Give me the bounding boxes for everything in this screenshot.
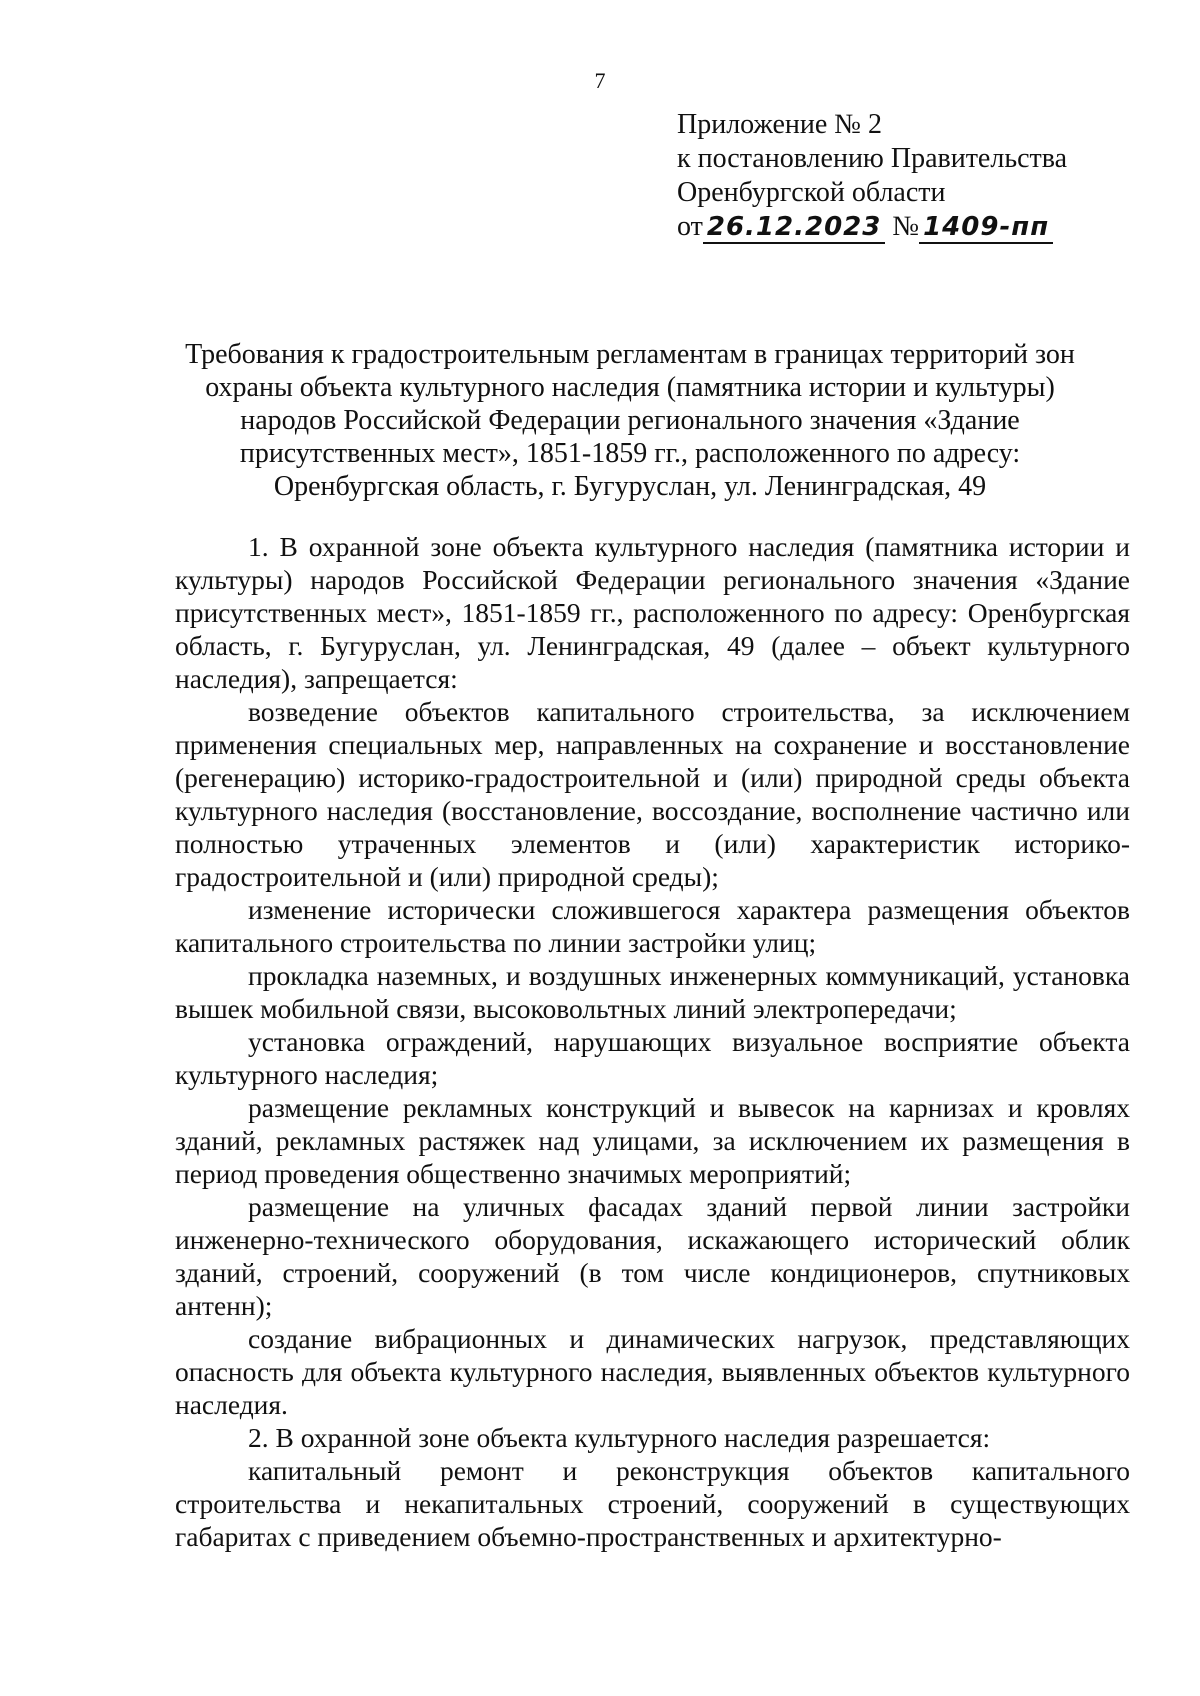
heading-line: Требования к градостроительным регламентам в границах территорий зон xyxy=(185,339,1075,370)
paragraph: размещение на уличных фасадах зданий первой линии застройки инженерно-технического оборудования, искажающего исторический облик зданий, строений, сооружений (в том числе кондиционеров, спутниковых антенн); xyxy=(175,1191,1130,1321)
appendix-region: Оренбургской области xyxy=(677,177,946,208)
document-body xyxy=(175,530,1130,1553)
paragraph: 2. В охранной зоне объекта культурного наследия разрешается: xyxy=(248,1422,991,1453)
paragraph: установка ограждений, нарушающих визуальное восприятие объекта культурного наследия; xyxy=(175,1026,1130,1090)
document-heading xyxy=(150,338,1110,503)
heading-line: Оренбургская область, г. Бугуруслан, ул. Ленинградская, 49 xyxy=(273,471,987,502)
date-prefix: от xyxy=(677,211,703,242)
paragraph: изменение исторически сложившегося характера размещения объектов капитального строительства по линии застройки улиц; xyxy=(175,894,1130,958)
appendix-block xyxy=(677,108,1067,244)
number-prefix: № xyxy=(892,211,920,242)
paragraph: размещение рекламных конструкций и вывесок на карнизах и кровлях зданий, рекламных растяжек над улицами, за исключением их размещения в период проведения общественно значимых мероприятий; xyxy=(175,1092,1130,1189)
heading-line: присутственных мест», 1851-1859 гг., расположенного по адресу: xyxy=(239,438,1021,469)
appendix-resolution: к постановлению Правительства xyxy=(677,143,1068,174)
handwritten-number: 1409-пп xyxy=(919,212,1053,244)
paragraph: капитальный ремонт и реконструкция объектов капитального строительства и некапитальных строений, сооружений в существующих габаритах с приведением объемно-пространственных и архитектурно- xyxy=(175,1455,1130,1552)
handwritten-date: 26.12.2023 xyxy=(703,212,885,244)
paragraph: 1. В охранной зоне объекта культурного наследия (памятника истории и культуры) народов Российской Федерации регионального значения «Здание присутственных мест», 1851-1859 гг., расположенного по адресу: Оренбургская область, г. Бугуруслан, ул. Ленинградская, 49 (далее – объект культурного наследия), запрещается: xyxy=(175,531,1130,694)
paragraph: возведение объектов капитального строительства, за исключением применения специальных мер, направленных на сохранение и восстановление (регенерацию) историко-градостроительной и (или) природной среды объекта культурного наследия (восстановление, воссоздание, восполнение частично или полностью утраченных элементов и (или) характеристик историко-градостроительной и (или) природной среды); xyxy=(175,696,1130,892)
page-number: 7 xyxy=(594,68,606,93)
appendix-title: Приложение № 2 xyxy=(677,109,882,140)
heading-line: охраны объекта культурного наследия (памятника истории и культуры) xyxy=(205,372,1055,403)
paragraph: создание вибрационных и динамических нагрузок, представляющих опасность для объекта культурного наследия, выявленных объектов культурного наследия. xyxy=(175,1323,1130,1420)
paragraph: прокладка наземных, и воздушных инженерных коммуникаций, установка вышек мобильной связи, высоковольтных линий электропередачи; xyxy=(175,960,1130,1024)
appendix-date-line xyxy=(677,210,1067,244)
heading-line: народов Российской Федерации регионального значения «Здание xyxy=(240,405,1020,436)
